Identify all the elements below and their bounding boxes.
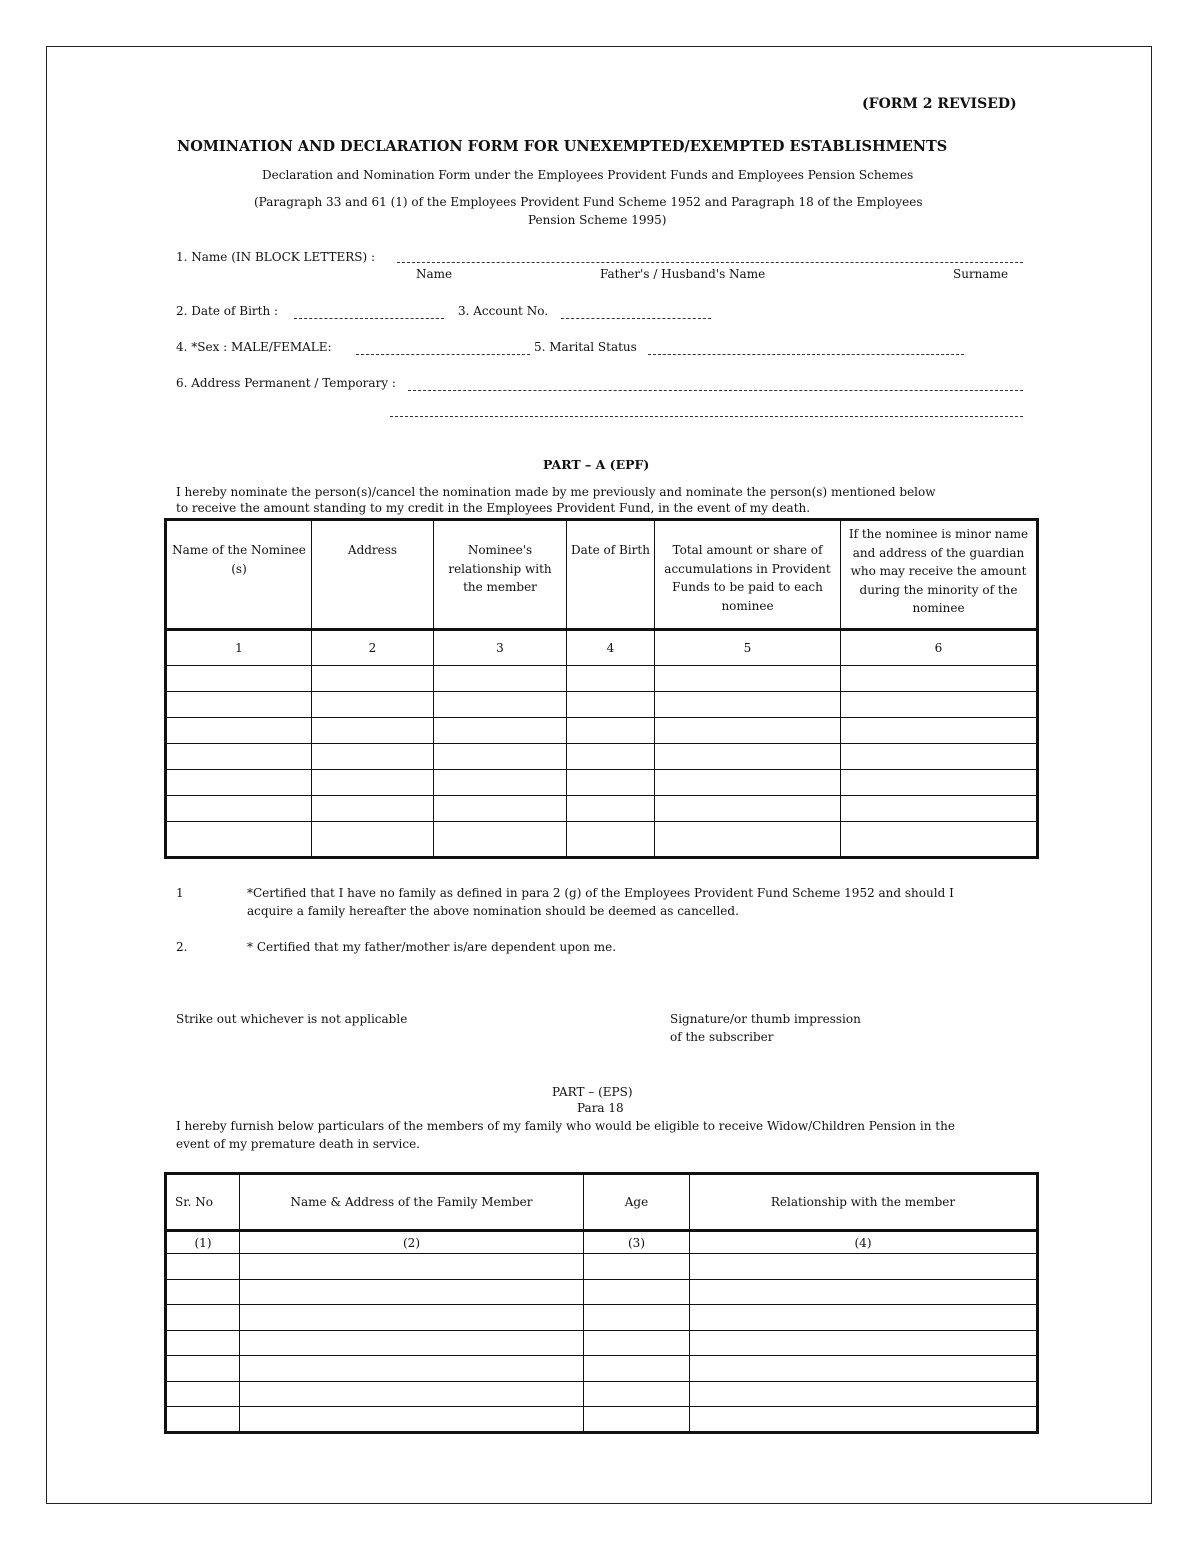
- epf-header-row: [166, 520, 1038, 630]
- col-number: 1: [166, 630, 312, 666]
- table-cell[interactable]: [567, 822, 655, 858]
- dob-label: 2. Date of Birth :: [176, 304, 279, 318]
- name-sublabel: Name: [416, 267, 453, 281]
- certification-1-line1: *Certified that I have no family as defined in para 2 (g) of the Employees Provident Fund Scheme 1952 and should I: [247, 886, 954, 900]
- table-cell[interactable]: [434, 718, 567, 744]
- col-number: (1): [166, 1231, 240, 1254]
- col-header-relationship: Relationship with the member: [690, 1174, 1038, 1231]
- part-eps-para: Para 18: [577, 1101, 624, 1115]
- table-cell[interactable]: [434, 744, 567, 770]
- certification-1-number: 1: [176, 886, 184, 900]
- table-row: [166, 796, 1038, 822]
- table-cell[interactable]: [690, 1407, 1038, 1433]
- table-cell[interactable]: [312, 796, 434, 822]
- table-row: [166, 1407, 1038, 1433]
- table-cell[interactable]: [655, 692, 841, 718]
- table-row: [166, 692, 1038, 718]
- father-husband-sublabel: Father's / Husband's Name: [600, 267, 766, 281]
- col-header-age: Age: [584, 1174, 690, 1231]
- table-cell[interactable]: [841, 718, 1038, 744]
- table-cell[interactable]: [312, 692, 434, 718]
- account-label: 3. Account No.: [458, 304, 549, 318]
- col-header-nominee-name: Name of the Nominee (s): [166, 520, 312, 630]
- col-header-name-address: Name & Address of the Family Member: [240, 1174, 584, 1231]
- table-cell[interactable]: [655, 822, 841, 858]
- table-row: [166, 718, 1038, 744]
- form-reference: (FORM 2 REVISED): [862, 96, 1017, 112]
- table-row: [166, 666, 1038, 692]
- table-cell[interactable]: [166, 1305, 240, 1331]
- table-cell[interactable]: [690, 1330, 1038, 1356]
- table-cell[interactable]: [584, 1305, 690, 1331]
- table-cell[interactable]: [312, 666, 434, 692]
- table-cell[interactable]: [584, 1279, 690, 1305]
- table-cell[interactable]: [166, 796, 312, 822]
- col-number: 2: [312, 630, 434, 666]
- table-cell[interactable]: [240, 1407, 584, 1433]
- surname-sublabel: Surname: [953, 267, 1009, 281]
- signature-label-line1: Signature/or thumb impression: [670, 1012, 861, 1026]
- table-cell[interactable]: [166, 744, 312, 770]
- paragraph-reference-line2: Pension Scheme 1995): [528, 213, 667, 227]
- part-eps-intro-line1: I hereby furnish below particulars of the members of my family who would be eligible to receive Widow/Children Pension in the: [176, 1119, 955, 1133]
- table-cell[interactable]: [166, 692, 312, 718]
- table-cell[interactable]: [567, 796, 655, 822]
- col-header-address: Address: [312, 520, 434, 630]
- table-cell[interactable]: [584, 1330, 690, 1356]
- table-cell[interactable]: [434, 822, 567, 858]
- part-a-intro-line1: I hereby nominate the person(s)/cancel the nomination made by me previously and nominate the person(s) mentioned below: [176, 485, 936, 499]
- table-cell[interactable]: [434, 796, 567, 822]
- part-eps-heading: PART – (EPS): [552, 1085, 633, 1099]
- table-cell[interactable]: [655, 744, 841, 770]
- col-number: (4): [690, 1231, 1038, 1254]
- table-cell[interactable]: [312, 744, 434, 770]
- table-cell[interactable]: [584, 1381, 690, 1407]
- table-cell[interactable]: [841, 692, 1038, 718]
- col-number: 5: [655, 630, 841, 666]
- table-row: [166, 744, 1038, 770]
- table-cell[interactable]: [166, 1407, 240, 1433]
- table-cell[interactable]: [655, 770, 841, 796]
- table-cell[interactable]: [690, 1279, 1038, 1305]
- table-cell[interactable]: [312, 718, 434, 744]
- table-cell[interactable]: [240, 1356, 584, 1382]
- table-cell[interactable]: [567, 718, 655, 744]
- table-cell[interactable]: [166, 1330, 240, 1356]
- table-cell[interactable]: [166, 1279, 240, 1305]
- table-cell[interactable]: [841, 770, 1038, 796]
- strike-out-note: Strike out whichever is not applicable: [176, 1012, 408, 1026]
- table-cell[interactable]: [690, 1356, 1038, 1382]
- table-row: [166, 1305, 1038, 1331]
- name-label: 1. Name (IN BLOCK LETTERS) :: [176, 250, 376, 264]
- marital-status-input-line[interactable]: [648, 354, 964, 355]
- col-header-guardian: If the nominee is minor name and address of the guardian who may receive the amount during the minority of the nominee: [841, 520, 1038, 630]
- table-cell[interactable]: [240, 1279, 584, 1305]
- table-cell[interactable]: [567, 744, 655, 770]
- table-row: [166, 1330, 1038, 1356]
- col-number: (3): [584, 1231, 690, 1254]
- col-number: 4: [567, 630, 655, 666]
- col-header-relationship: Nominee's relationship with the member: [434, 520, 567, 630]
- certification-2-number: 2.: [176, 940, 188, 954]
- table-cell[interactable]: [166, 1356, 240, 1382]
- certification-2-line1: * Certified that my father/mother is/are dependent upon me.: [247, 940, 617, 954]
- epf-column-number-row: [166, 630, 1038, 666]
- col-number: 6: [841, 630, 1038, 666]
- table-cell[interactable]: [655, 666, 841, 692]
- table-cell[interactable]: [240, 1330, 584, 1356]
- marital-status-label: 5. Marital Status: [534, 340, 637, 354]
- col-header-amount-share: Total amount or share of accumulations in Provident Funds to be paid to each nominee: [655, 520, 841, 630]
- sex-input-line[interactable]: [356, 354, 530, 355]
- table-cell[interactable]: [240, 1305, 584, 1331]
- table-cell[interactable]: [841, 666, 1038, 692]
- table-row: [166, 1356, 1038, 1382]
- table-cell[interactable]: [166, 1254, 240, 1280]
- signature-label-line2: of the subscriber: [670, 1030, 774, 1044]
- form-subtitle: Declaration and Nomination Form under the Employees Provident Funds and Employees Pension Schemes: [262, 168, 914, 182]
- part-a-heading: PART – A (EPF): [543, 457, 650, 472]
- address-label: 6. Address Permanent / Temporary :: [176, 376, 396, 390]
- address-input-line-2[interactable]: [390, 416, 1023, 417]
- sex-label: 4. *Sex : MALE/FEMALE:: [176, 340, 332, 354]
- table-cell[interactable]: [166, 1381, 240, 1407]
- address-input-line-1[interactable]: [408, 390, 1023, 391]
- account-input-line[interactable]: [561, 318, 711, 319]
- part-eps-intro-line2: event of my premature death in service.: [176, 1137, 420, 1151]
- table-row: [166, 1254, 1038, 1280]
- table-cell[interactable]: [567, 692, 655, 718]
- part-a-intro-line2: to receive the amount standing to my credit in the Employees Provident Fund, in the event of my death.: [176, 501, 811, 515]
- table-cell[interactable]: [690, 1305, 1038, 1331]
- name-input-line[interactable]: [397, 262, 1023, 263]
- dob-input-line[interactable]: [294, 318, 444, 319]
- form-title: NOMINATION AND DECLARATION FORM FOR UNEXEMPTED/EXEMPTED ESTABLISHMENTS: [177, 138, 948, 155]
- table-cell[interactable]: [434, 770, 567, 796]
- table-row: [166, 822, 1038, 858]
- table-cell[interactable]: [584, 1254, 690, 1280]
- table-row: [166, 770, 1038, 796]
- table-cell[interactable]: [841, 744, 1038, 770]
- table-cell[interactable]: [312, 822, 434, 858]
- certification-1-line2: acquire a family hereafter the above nomination should be deemed as cancelled.: [247, 904, 739, 918]
- col-number: 3: [434, 630, 567, 666]
- table-cell[interactable]: [434, 666, 567, 692]
- table-cell[interactable]: [690, 1381, 1038, 1407]
- table-cell[interactable]: [690, 1254, 1038, 1280]
- paragraph-reference-line1: (Paragraph 33 and 61 (1) of the Employees Provident Fund Scheme 1952 and Paragraph 18 of the Employees: [254, 195, 923, 209]
- table-cell[interactable]: [567, 770, 655, 796]
- table-cell[interactable]: [166, 718, 312, 744]
- table-cell[interactable]: [584, 1407, 690, 1433]
- table-cell[interactable]: [166, 666, 312, 692]
- col-number: (2): [240, 1231, 584, 1254]
- eps-header-row: [166, 1174, 1038, 1231]
- eps-family-table: [164, 1172, 1039, 1434]
- table-cell[interactable]: [240, 1381, 584, 1407]
- table-cell[interactable]: [166, 822, 312, 858]
- table-cell[interactable]: [567, 666, 655, 692]
- table-cell[interactable]: [841, 822, 1038, 858]
- eps-column-number-row: [166, 1231, 1038, 1254]
- table-cell[interactable]: [312, 770, 434, 796]
- col-header-dob: Date of Birth: [567, 520, 655, 630]
- table-cell[interactable]: [166, 770, 312, 796]
- table-cell[interactable]: [655, 718, 841, 744]
- epf-nominee-table: [164, 518, 1039, 859]
- table-cell[interactable]: [655, 796, 841, 822]
- col-header-sr-no: Sr. No: [166, 1174, 240, 1231]
- table-cell[interactable]: [434, 692, 567, 718]
- table-cell[interactable]: [841, 796, 1038, 822]
- table-row: [166, 1279, 1038, 1305]
- table-cell[interactable]: [240, 1254, 584, 1280]
- table-cell[interactable]: [584, 1356, 690, 1382]
- table-row: [166, 1381, 1038, 1407]
